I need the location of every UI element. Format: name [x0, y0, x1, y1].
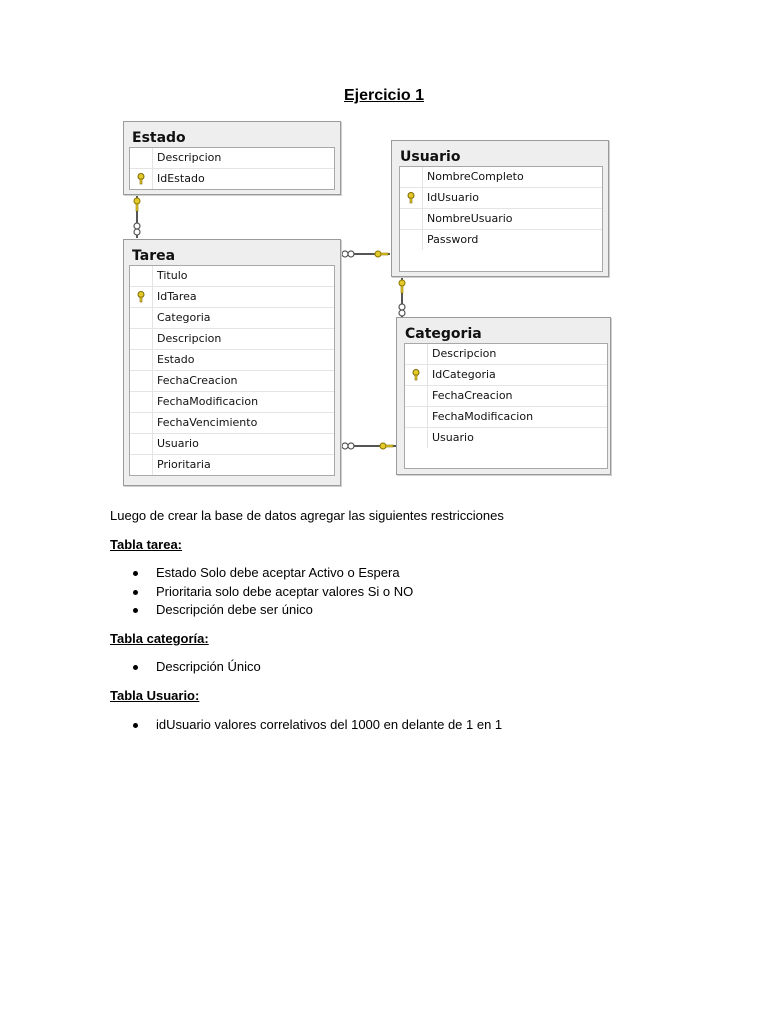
relationship-lines [0, 0, 768, 500]
column-name: Descripcion [432, 347, 497, 360]
entity-name: Categoria [405, 326, 482, 342]
column-name: Descripcion [157, 151, 222, 164]
page-title: Ejercicio 1 [343, 87, 425, 104]
column-name: Usuario [157, 437, 199, 450]
entity-name: Estado [132, 130, 186, 146]
column-name: Descripcion [157, 332, 222, 345]
relationship-estado-tarea [134, 193, 140, 238]
primary-key-icon [137, 291, 145, 303]
column-row [130, 308, 334, 329]
column-row [130, 434, 334, 455]
primary-key-icon [137, 173, 145, 185]
list-item [110, 716, 502, 735]
section-heading-usuario: Tabla Usuario: [110, 688, 200, 703]
column-row [400, 230, 602, 250]
key-end-icon [380, 443, 393, 449]
column-row [400, 167, 602, 188]
column-grid [404, 343, 608, 469]
primary-key-icon [407, 192, 415, 204]
section-heading-tarea: Tabla tarea: [110, 537, 183, 552]
column-row [400, 209, 602, 230]
primary-key-icon [412, 369, 420, 381]
column-row [130, 371, 334, 392]
column-row [130, 148, 334, 169]
column-row [405, 365, 607, 386]
column-grid [399, 166, 603, 272]
column-name: Titulo [157, 269, 188, 282]
column-row [130, 455, 334, 475]
column-grid [129, 147, 335, 190]
restrictions-list-usuario [110, 716, 502, 735]
column-name: Prioritaria [157, 458, 211, 471]
section-heading-categoria: Tabla categoría: [110, 631, 209, 646]
list-item-text: Prioritaria solo debe aceptar valores Si o NO [156, 583, 414, 599]
bullet-icon [133, 723, 138, 728]
column-name: FechaModificacion [432, 410, 534, 423]
intro-text: Luego de crear la base de datos agregar las siguientes restricciones [110, 508, 504, 523]
key-end-icon [134, 198, 140, 211]
bullet-icon [133, 608, 138, 613]
column-row [400, 188, 602, 209]
column-name: NombreCompleto [427, 170, 524, 183]
list-item [110, 601, 413, 620]
column-name: FechaCreacion [157, 374, 238, 387]
list-item-text: Estado Solo debe aceptar Activo o Espera [156, 565, 400, 580]
column-name: IdCategoria [432, 368, 496, 381]
column-name: Usuario [432, 431, 474, 444]
entity-name: Tarea [132, 248, 176, 264]
column-name: Categoria [157, 311, 211, 324]
column-name: IdTarea [157, 290, 197, 303]
er-diagram [0, 0, 768, 500]
bullet-icon [133, 665, 138, 670]
entity-categoria [396, 317, 611, 475]
column-row [405, 386, 607, 407]
relationship-tarea-usuario [341, 251, 390, 257]
restrictions-list-categoria [110, 658, 261, 677]
column-name: Password [427, 233, 479, 246]
column-name: FechaModificacion [157, 395, 259, 408]
key-end-icon [399, 280, 405, 293]
list-item [110, 658, 261, 677]
column-row [130, 413, 334, 434]
column-row [130, 266, 334, 287]
column-name: NombreUsuario [427, 212, 513, 225]
bullet-icon [133, 571, 138, 576]
entity-tarea [123, 239, 341, 486]
column-row [405, 344, 607, 365]
column-name: Estado [157, 353, 195, 366]
key-end-icon [375, 251, 388, 257]
list-item [110, 564, 413, 583]
restrictions-list-tarea [110, 564, 413, 620]
relationship-tarea-categoria [341, 443, 396, 449]
column-row [405, 407, 607, 428]
column-name: FechaCreacion [432, 389, 513, 402]
column-grid [129, 265, 335, 476]
list-item-text: Descripción debe ser único [156, 602, 313, 617]
bullet-icon [133, 590, 138, 595]
column-row [130, 329, 334, 350]
relationship-usuario-categoria [399, 276, 405, 317]
column-row [130, 350, 334, 371]
list-item [110, 583, 413, 602]
column-name: IdEstado [157, 172, 205, 185]
entity-usuario [391, 140, 609, 277]
entity-name: Usuario [400, 149, 461, 165]
column-row [130, 169, 334, 189]
column-row [405, 428, 607, 448]
entity-estado [123, 121, 341, 195]
column-row [130, 287, 334, 308]
column-name: IdUsuario [427, 191, 480, 204]
list-item-text: Descripción Único [156, 659, 261, 674]
list-item-text: idUsuario valores correlativos del 1000 en delante de 1 en 1 [156, 717, 503, 732]
column-row [130, 392, 334, 413]
column-name: FechaVencimiento [157, 416, 258, 429]
